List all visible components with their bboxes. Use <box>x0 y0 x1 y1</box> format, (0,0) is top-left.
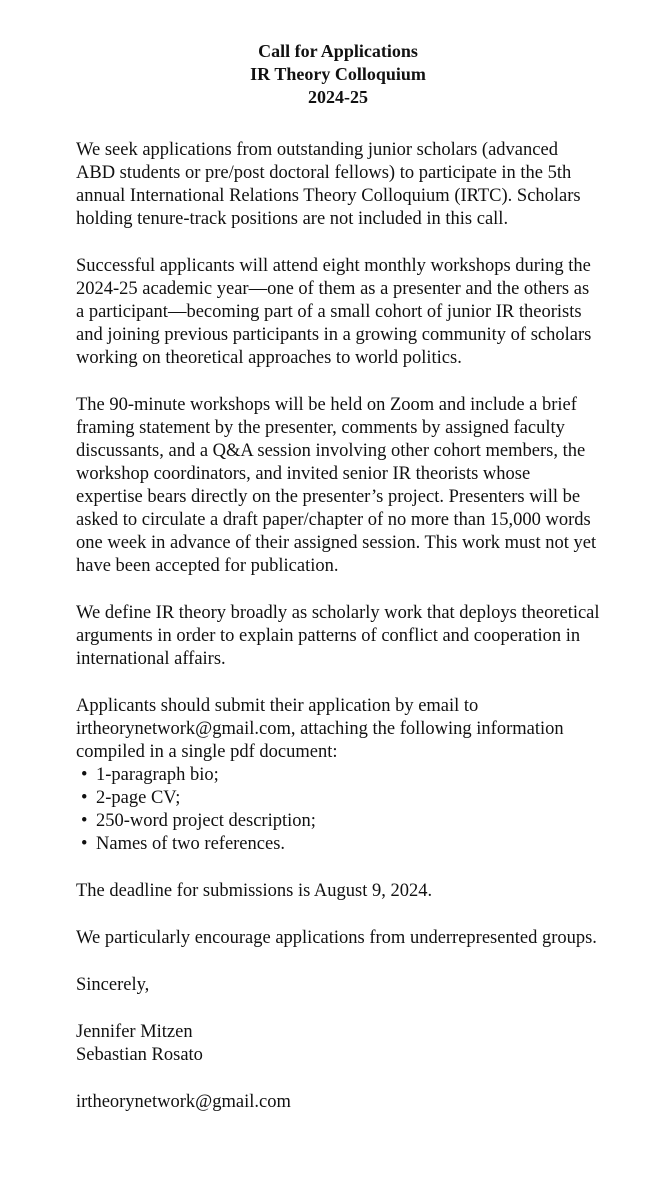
title-line-colloquium: IR Theory Colloquium <box>250 64 426 84</box>
deadline-paragraph: The deadline for submissions is August 9, 2024. <box>76 881 433 901</box>
contact-email: irtheorynetwork@gmail.com <box>76 1092 291 1112</box>
encouragement-paragraph: We particularly encourage applications from underrepresented groups. <box>76 928 597 948</box>
bullet-icon: • <box>81 765 88 785</box>
bullet-icon: • <box>81 811 88 831</box>
workshops-paragraph: The 90-minute workshops will be held on Zoom and include a brief framing statement by the presenter, comments by assigned faculty discussants, and a Q&A session involving other cohort members, the workshop coordinators, and invited senior IR theorists whose expertise bears directly on the presenter’s project. Presenters will be asked to circulate a draft paper/chapter of no more than 15,000 words one week in advance of their assigned session. This work must not yet have been accepted for publication. <box>76 395 597 576</box>
signatory-name: Jennifer Mitzen <box>76 1022 193 1042</box>
requirements-list <box>76 764 600 856</box>
list-item-text: 250-word project description; <box>96 811 316 831</box>
list-item <box>76 787 600 810</box>
document-title <box>76 40 600 109</box>
list-item <box>76 833 600 856</box>
closing-salutation: Sincerely, <box>76 975 150 995</box>
document-page <box>76 40 600 1114</box>
submission-paragraph: Applicants should submit their application by email to irtheorynetwork@gmail.com, attaching the following information compiled in a single pdf document: <box>76 696 564 762</box>
list-item-text: Names of two references. <box>96 834 286 854</box>
signatories <box>76 1021 600 1067</box>
title-line-call: Call for Applications <box>258 41 418 61</box>
list-item <box>76 810 600 833</box>
title-line-year: 2024-25 <box>308 87 368 107</box>
bullet-icon: • <box>81 834 88 854</box>
list-item <box>76 764 600 787</box>
bullet-icon: • <box>81 788 88 808</box>
definition-paragraph: We define IR theory broadly as scholarly work that deploys theoretical arguments in order to explain patterns of conflict and cooperation in international affairs. <box>76 603 600 669</box>
list-item-text: 2-page CV; <box>96 788 181 808</box>
intro-paragraph: We seek applications from outstanding junior scholars (advanced ABD students or pre/post doctoral fellows) to participate in the 5th annual International Relations Theory Colloquium (IRTC). Scholars holding tenure-track positions are not included in this call. <box>76 140 581 229</box>
signatory-name: Sebastian Rosato <box>76 1045 203 1065</box>
successful-applicants-paragraph: Successful applicants will attend eight monthly workshops during the 2024-25 academic year—one of them as a presenter and the others as a participant—becoming part of a small cohort of junior IR theorists and joining previous participants in a growing community of scholars working on theoretical approaches to world politics. <box>76 256 592 368</box>
list-item-text: 1-paragraph bio; <box>96 765 219 785</box>
